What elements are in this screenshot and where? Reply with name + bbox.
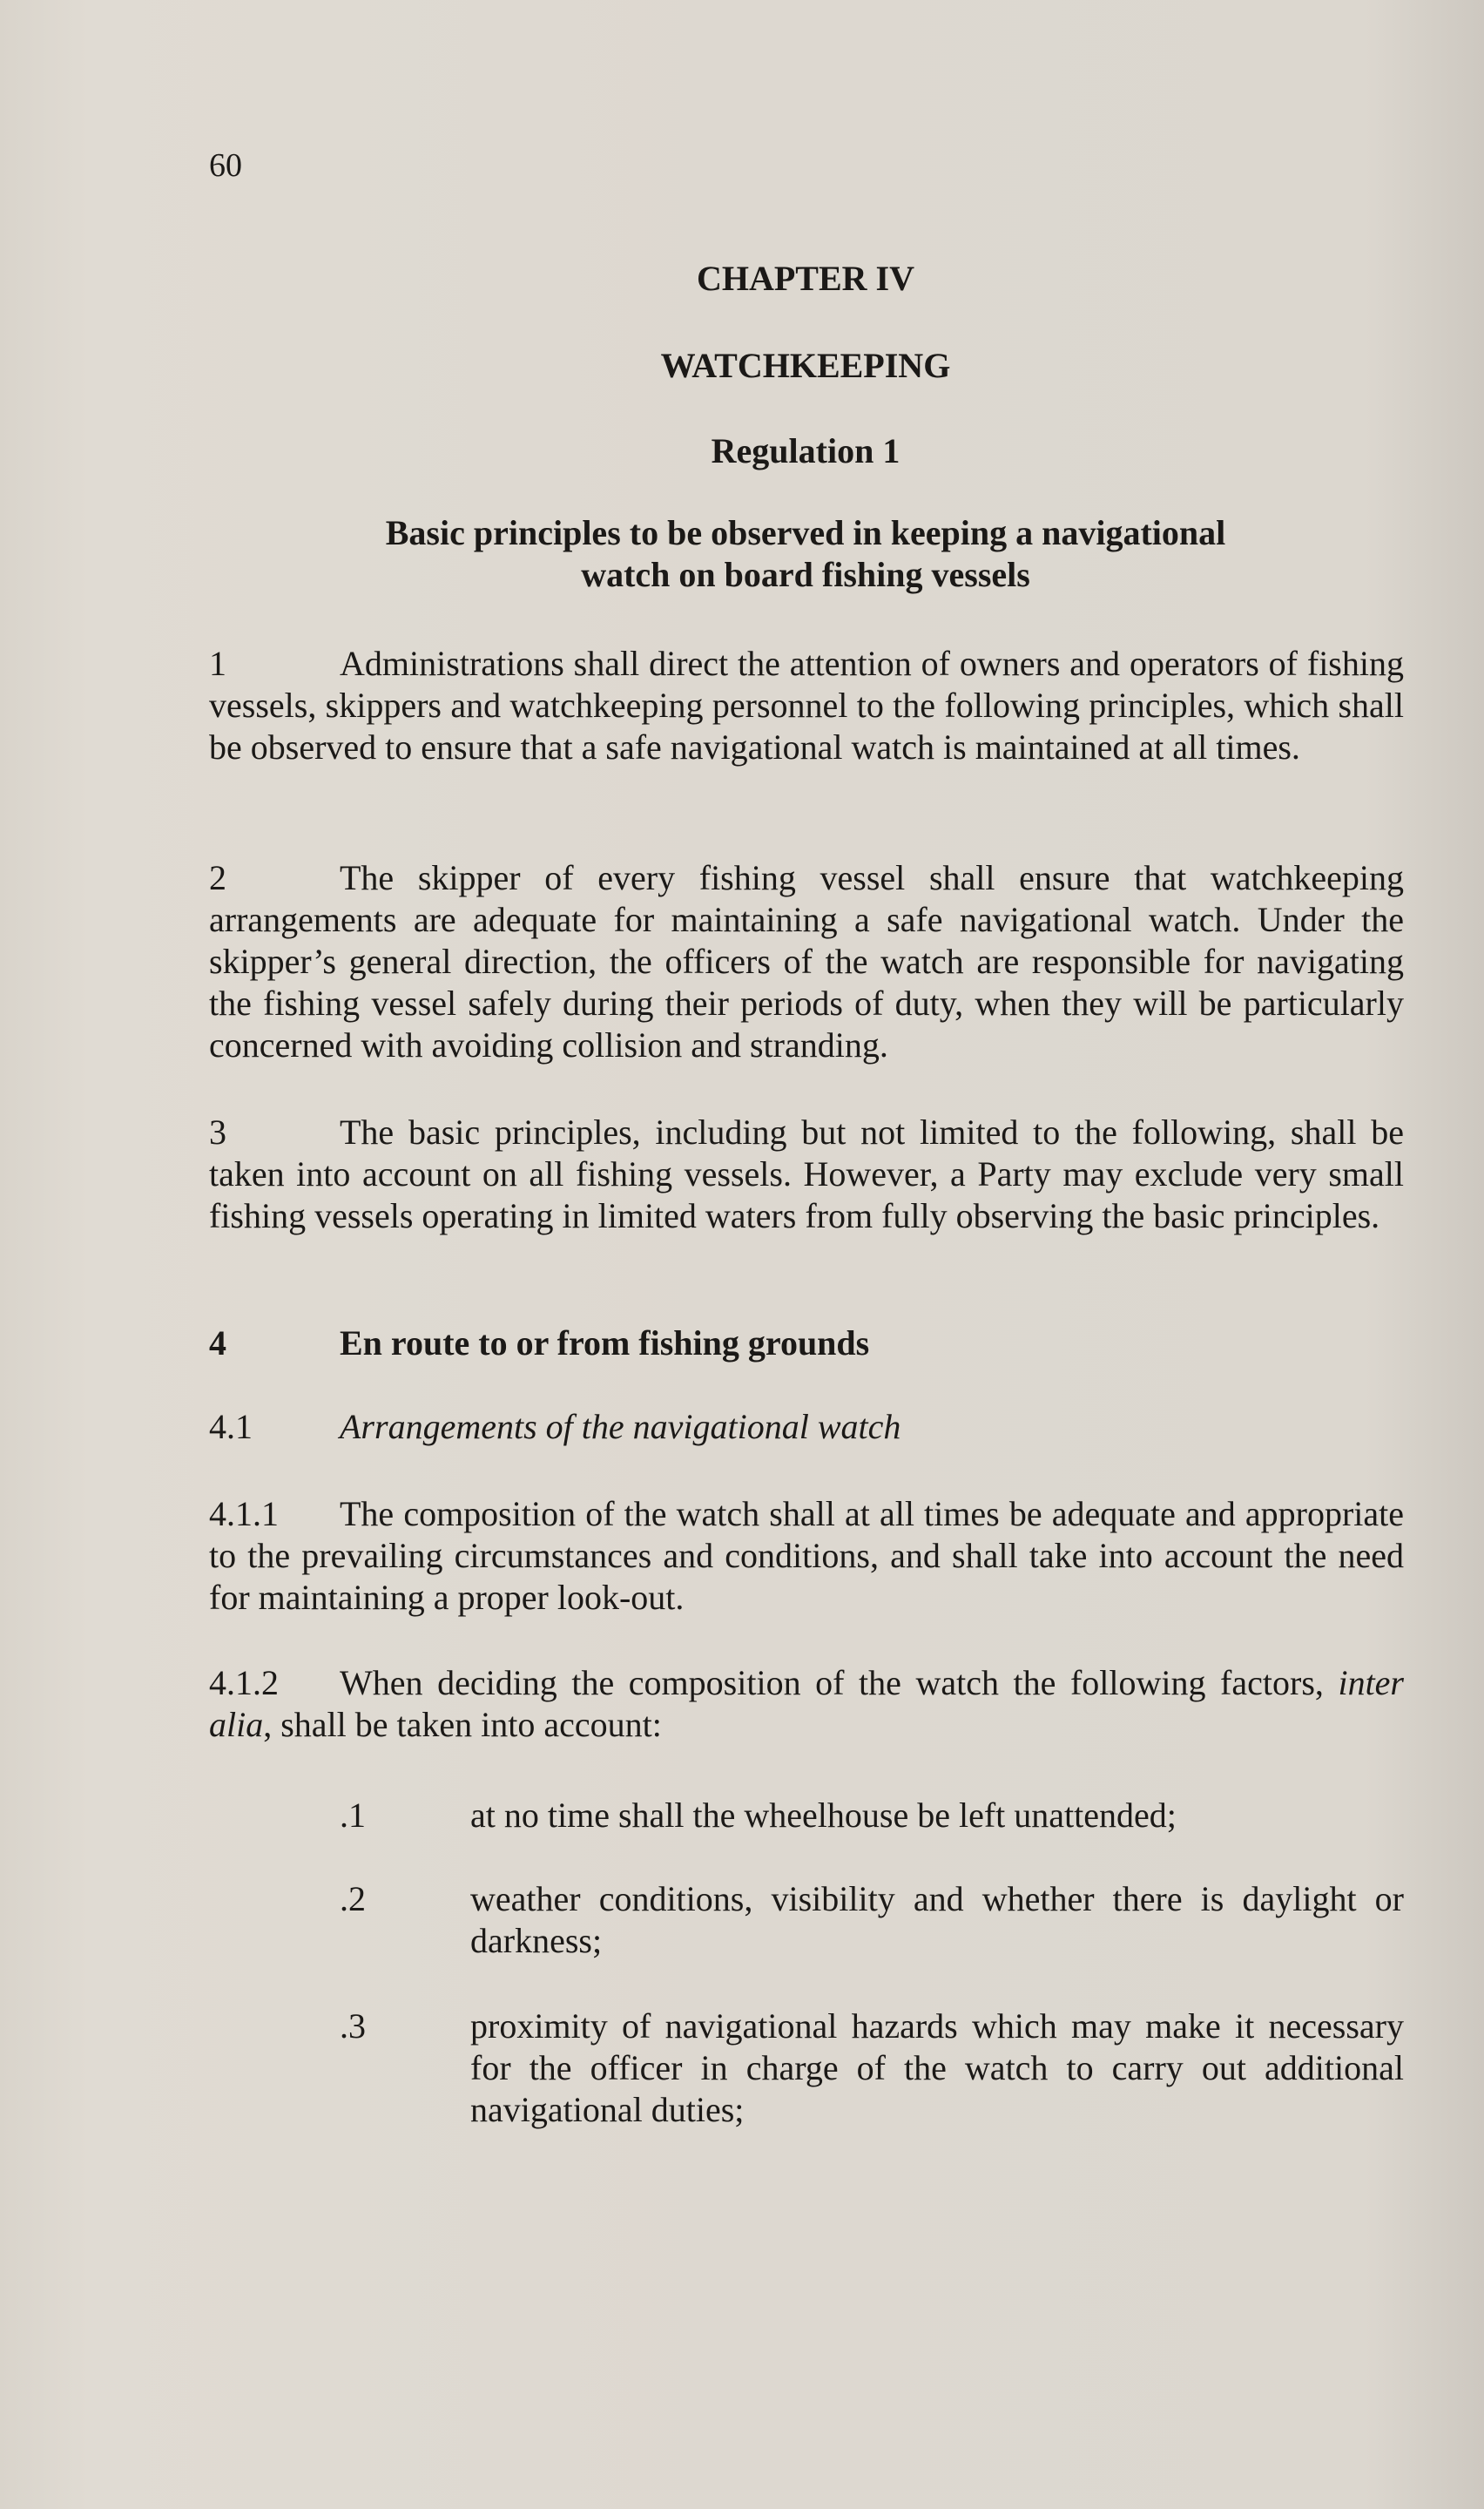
section-title: En route to or from fishing grounds <box>340 1323 870 1363</box>
paragraph-number: 4.1.1 <box>209 1494 279 1533</box>
chapter-title: WATCHKEEPING <box>660 346 951 385</box>
regulation-subtitle-line-1: Basic principles to be observed in keeping a navigational <box>385 513 1226 552</box>
paragraph-text: Administrations shall direct the attention of owners and operators of fishing vessels, skippers and watchkeeping personnel to the following principles, which shall be observed to ensure that a safe navigational watch is maintained at all times. <box>209 644 1404 767</box>
paragraph-text: The basic principles, including but not limited to the following, shall be taken into account on all fishing vessels. However, a Party may exclude very small fishing vessels operating in limited waters from fully observing the basic principles. <box>209 1112 1404 1235</box>
paragraph-text-start: When deciding the composition of the watch the following factors, <box>340 1663 1339 1702</box>
regulation-heading: Regulation 1 <box>711 431 901 470</box>
list-item-number: .1 <box>340 1796 366 1835</box>
list-item <box>340 2005 1404 2131</box>
section-title: Arrangements of the navigational watch <box>340 1407 901 1446</box>
regulation-subtitle <box>209 512 1402 596</box>
paragraph-1 <box>209 643 1404 768</box>
paragraph-text: The skipper of every fishing vessel shall ensure that watchkeeping arrangements are adequate for maintaining a safe navigational watch. Under the skipper’s general direction, the officers of the watch are responsible for navigating the fishing vessel safely during their periods of duty, when they will be particularly concerned with avoiding collision and stranding. <box>209 858 1404 1065</box>
section-heading-4 <box>209 1322 1404 1364</box>
paragraph-number: 1 <box>209 644 226 683</box>
list-item-text: weather conditions, visibility and whether there is daylight or darkness; <box>470 1879 1404 1960</box>
paragraph-4-1-1 <box>209 1493 1404 1619</box>
paragraph-text-italic: inter alia <box>209 1663 1404 1744</box>
paragraph-4-1-2 <box>209 1662 1404 1746</box>
paragraph-number: 4.1.2 <box>209 1663 279 1702</box>
list-item <box>340 1878 1404 1962</box>
regulation-subtitle-line-2: watch on board fishing vessels <box>581 555 1030 594</box>
section-heading-4-1 <box>209 1406 1404 1448</box>
list-item-number: .2 <box>340 1879 366 1918</box>
paragraph-number: 2 <box>209 858 226 897</box>
list-item-number: .3 <box>340 2006 366 2046</box>
paragraph-text-end: , shall be taken into account: <box>263 1705 662 1744</box>
paragraph-number: 3 <box>209 1112 226 1152</box>
list-item-text: proximity of navigational hazards which may make it necessary for the officer in charge of the watch to carry out additional navigational duties; <box>470 2006 1404 2129</box>
list-item <box>340 1795 1404 1836</box>
paragraph-2 <box>209 857 1404 1066</box>
page-number: 60 <box>209 147 242 184</box>
paragraph-3 <box>209 1112 1404 1237</box>
paragraph-text: The composition of the watch shall at all times be adequate and appropriate to the prevailing circumstances and conditions, and shall take into account the need for maintaining a proper look-out. <box>209 1494 1404 1617</box>
list-item-text: at no time shall the wheelhouse be left unattended; <box>470 1796 1177 1835</box>
section-number: 4.1 <box>209 1407 253 1446</box>
chapter-heading: CHAPTER IV <box>696 259 915 298</box>
section-number: 4 <box>209 1323 226 1363</box>
